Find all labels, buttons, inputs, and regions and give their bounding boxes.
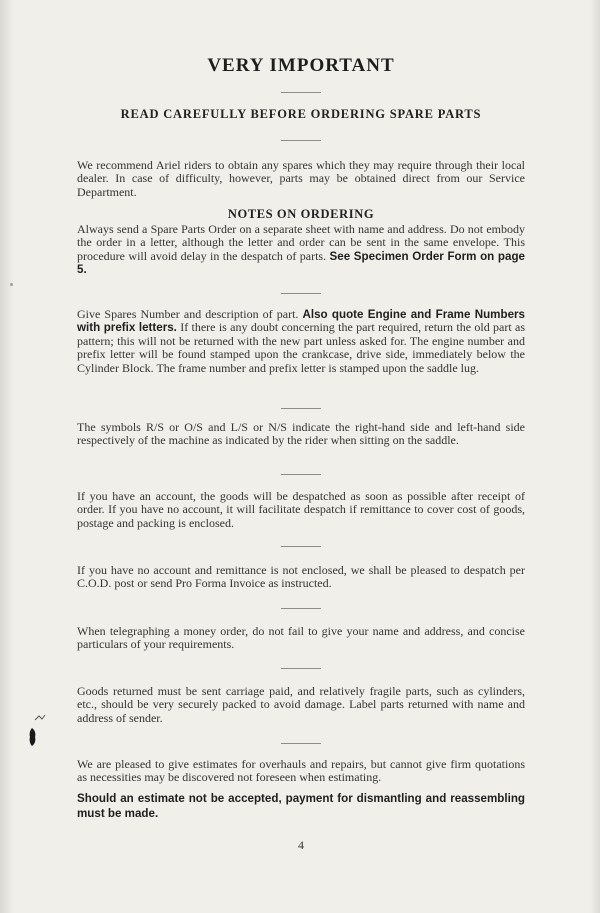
returns-paragraph: Goods returned must be sent carriage paid, and relatively fragile parts, such as cylinders, etc., should be very securely packed to avoid damage. Label parts returned with name and address of sender. — [77, 684, 525, 725]
scan-speck — [10, 283, 13, 286]
notes-text: Always send a Spare Parts Order on a separate sheet with name and address. Do not embody the order in a letter, although the letter and order can be sent in the same envelope. This procedure will avoid delay in the despatch of parts. — [77, 222, 525, 263]
divider — [281, 293, 321, 294]
spares-text-1: Give Spares Number and description of part. — [77, 307, 299, 321]
account-paragraph: If you have an account, the goods will be despatched as soon as possible after receipt of order. If you have no account, it will facilitate despatch if remittance to cover cost of goods, postage and packing is enclosed. — [77, 489, 525, 530]
page-edge-shadow-right — [590, 0, 600, 913]
divider — [281, 608, 321, 609]
divider — [281, 668, 321, 669]
intro-paragraph: We recommend Ariel riders to obtain any spares which they may require through their local dealer. In case of difficulty, however, parts may be obtained direct from our Service Department. — [77, 158, 525, 199]
divider — [281, 743, 321, 744]
page-title: VERY IMPORTANT — [207, 55, 395, 76]
divider — [281, 140, 321, 141]
page-subtitle: READ CAREFULLY BEFORE ORDERING SPARE PARTS — [120, 107, 482, 121]
notes-heading: NOTES ON ORDERING — [227, 207, 375, 221]
no-account-paragraph: If you have no account and remittance is not enclosed, we shall be pleased to despatch per C.O.D. post or send Pro Forma Invoice as instructed. — [77, 563, 525, 591]
telegraph-paragraph: When telegraphing a money order, do not fail to give your name and address, and concise particulars of your requirements. — [77, 624, 525, 652]
symbols-paragraph: The symbols R/S or O/S and L/S or N/S indicate the right-hand side and left-hand side respectively of the machine as indicated by the rider when sitting on the saddle. — [77, 420, 525, 448]
estimate-warning: Should an estimate not be accepted, payment for dismantling and reassembling must be made. — [77, 792, 525, 820]
spares-bold-instruction: Also quote Engine and Frame Numbers with prefix letters. — [77, 308, 525, 335]
estimates-paragraph: We are pleased to give estimates for overhauls and repairs, but cannot give firm quotations as necessities may be discovered not foreseen when estimating. — [77, 757, 525, 785]
ink-blot — [28, 727, 38, 747]
spares-text-2: If there is any doubt concerning the part required, return the old part as pattern; this will not be returned with the new part unless asked for. The engine number and prefix letter will be found stamped upon the crankcase, drive side, immediately below the Cylinder Block. The frame number and prefix letter is stamped upon the saddle lug. — [77, 320, 525, 375]
notes-paragraph — [77, 223, 525, 277]
spares-paragraph — [77, 308, 525, 375]
divider — [281, 408, 321, 409]
divider — [281, 92, 321, 93]
specimen-form-reference: See Specimen Order Form on page 5. — [77, 249, 525, 277]
page-edge-shadow-left — [0, 0, 14, 913]
divider — [281, 474, 321, 475]
page-number: 4 — [298, 838, 304, 852]
ink-tick-mark — [34, 714, 46, 722]
divider — [281, 546, 321, 547]
